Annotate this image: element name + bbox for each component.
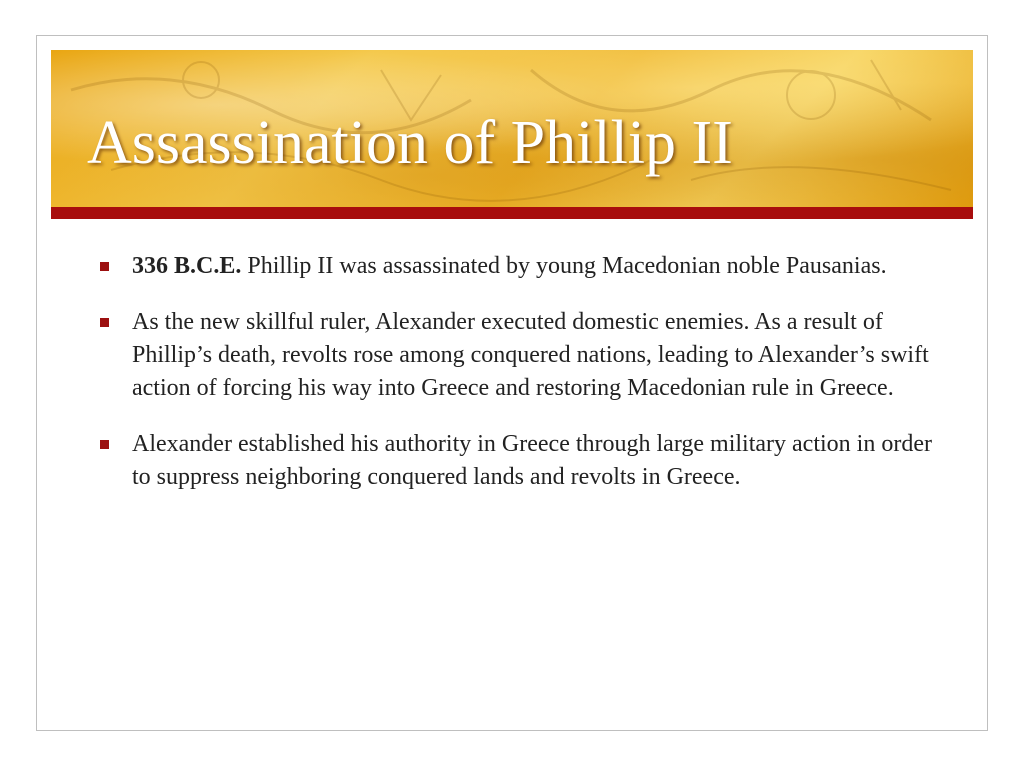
bullet-item [100,250,950,283]
title-banner [51,50,973,207]
square-bullet-icon [100,440,109,449]
bullet-item [100,428,950,494]
bullet-text: Phillip II was assassinated by young Macedonian noble Pausanias. [241,253,887,279]
square-bullet-icon [100,318,109,327]
bullet-text: Alexander established his authority in Greece through large military action in order to suppress neighboring conquered lands and revolts in Greece. [132,431,932,490]
slide-title: Assassination of Phillip II [87,109,733,177]
bullet-item [100,306,950,405]
square-bullet-icon [100,262,109,271]
bullet-list [100,250,950,517]
bullet-lead-date: 336 B.C.E. [132,253,242,279]
bullet-text: As the new skillful ruler, Alexander executed domestic enemies. As a result of Phillip’s death, revolts rose among conquered nations, leading to Alexander’s swift action of forcing his way into Greece and restoring Macedonian rule in Greece. [132,309,929,401]
title-underline-rule [51,207,973,219]
